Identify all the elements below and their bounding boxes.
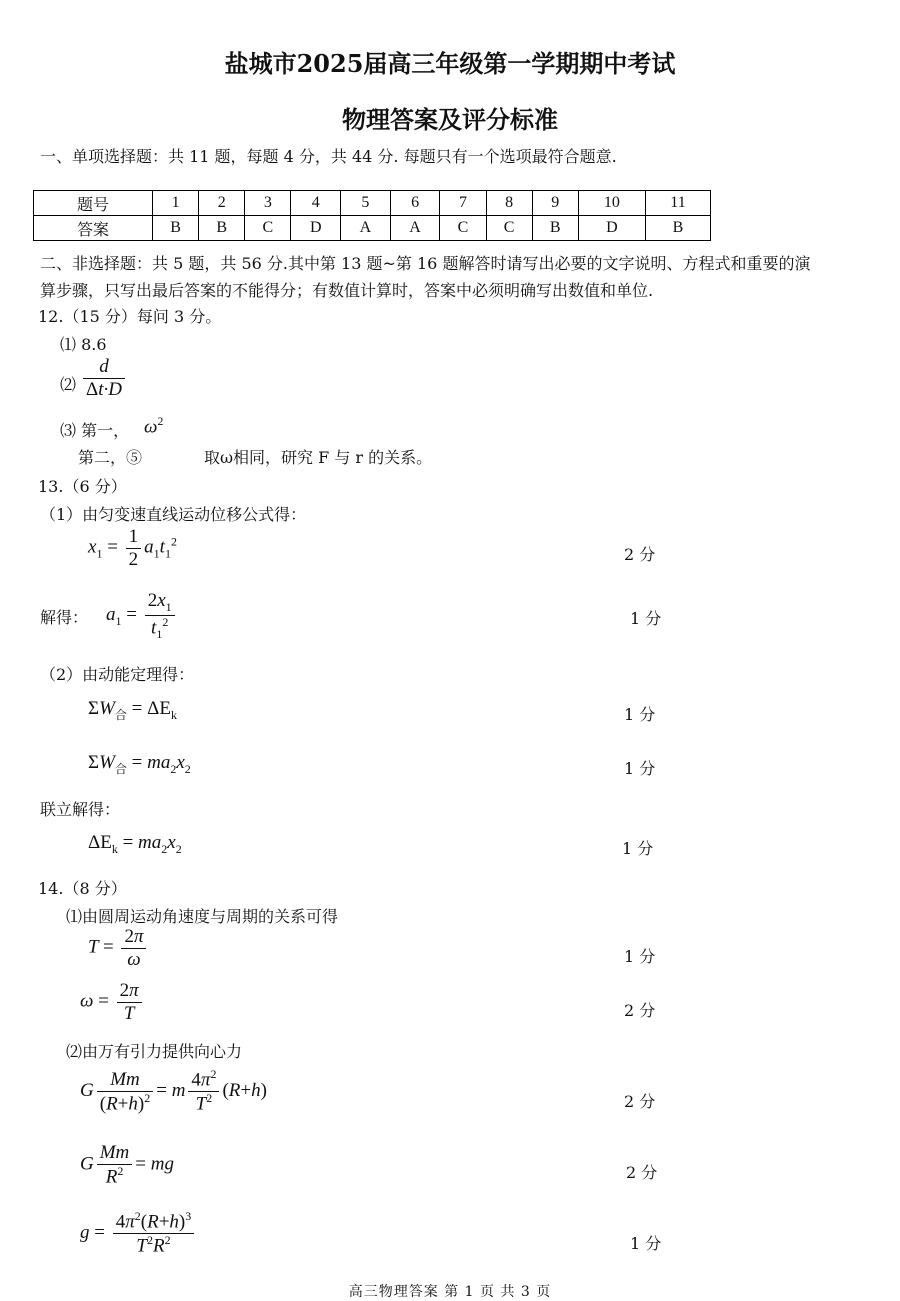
q14-formula-g-result: g = $\frac{4\pi^2(R+h)^3}{T^2R^2}$ <box>80 1210 197 1257</box>
question-number: 3 <box>245 191 291 216</box>
answer-table-answer-row <box>34 216 711 241</box>
q13-joint-label: 联立解得： <box>40 800 121 819</box>
q12-part-1: ⑴ 8.6 <box>60 335 107 354</box>
answer-cell: D <box>291 216 341 241</box>
answer-cell: C <box>486 216 532 241</box>
answer-table <box>33 190 711 241</box>
q14-part-1: ⑴由圆周运动角速度与周期的关系可得 <box>66 907 339 926</box>
q12-part-3-second-tail: 取ω相同，研究 F 与 r 的关系。 <box>204 448 433 467</box>
q13-part-1: （1）由匀变速直线运动位移公式得： <box>40 505 307 524</box>
q13-formula-work-energy: $\Sigma W_合 = \Delta E_k$ <box>88 698 177 722</box>
answer-cell: A <box>341 216 391 241</box>
q12-heading: 12.（15 分）每问 3 分。 <box>38 307 222 326</box>
answer-cell: B <box>153 216 199 241</box>
q14-formula-surface-gravity: G $\frac{Mm}{R^2}$ = mg <box>80 1142 174 1188</box>
question-number: 10 <box>578 191 645 216</box>
answer-cell: B <box>646 216 711 241</box>
question-number: 2 <box>199 191 245 216</box>
section-2-instructions-line-1: 二、非选择题：共 5 题，共 56 分.其中第 13 题~第 16 题解答时请写出必要的文字说明、方程式和重要的演 <box>40 254 811 273</box>
q13-part-2: （2）由动能定理得： <box>40 665 195 684</box>
page-footer: 高三物理答案 第 1 页 共 3 页 <box>348 1284 552 1300</box>
question-number: 4 <box>291 191 341 216</box>
q12-part-2-label: ⑵ <box>60 375 77 394</box>
answer-cell: C <box>440 216 486 241</box>
score-label: 2 分 <box>624 1092 656 1111</box>
score-label: 2 分 <box>624 1001 656 1020</box>
table-header-label: 题号 <box>34 191 153 216</box>
page-subtitle: 物理答案及评分标准 <box>342 105 558 134</box>
question-number: 1 <box>153 191 199 216</box>
q13-formula-acceleration: $a_1$ = $\frac{2x_1}{t_1^2}$ <box>106 590 178 642</box>
table-answer-label: 答案 <box>34 216 153 241</box>
q14-part-2: ⑵由万有引力提供向心力 <box>66 1042 243 1061</box>
answer-cell: B <box>532 216 578 241</box>
q13-formula-net-work: $\Sigma W_合 = ma_2x_2$ <box>88 752 191 776</box>
answer-table-number-row <box>34 191 711 216</box>
q13-solve-label: 解得： <box>40 608 89 627</box>
question-number: 5 <box>341 191 391 216</box>
question-number: 11 <box>646 191 711 216</box>
score-label: 1 分 <box>624 947 656 966</box>
answer-cell: B <box>199 216 245 241</box>
answer-cell: D <box>578 216 645 241</box>
q12-part-3-label: ⑶ 第一， <box>60 421 130 440</box>
score-label: 1 分 <box>624 759 656 778</box>
q12-part-3-formula: $\omega^2$ <box>144 414 164 438</box>
answer-cell: A <box>390 216 440 241</box>
question-number: 7 <box>440 191 486 216</box>
score-label: 1 分 <box>622 839 654 858</box>
q12-part-2-formula: $\frac{d}{\Delta t\cdot D}$ <box>80 356 128 401</box>
score-label: 2 分 <box>624 545 656 564</box>
q14-heading: 14.（8 分） <box>38 879 127 898</box>
q14-formula-angular-velocity: ω = $\frac{2\pi}{T}$ <box>80 980 145 1025</box>
q12-part-3-second: 第二，⑤ <box>78 448 143 467</box>
q14-formula-period: T = $\frac{2\pi}{\omega}$ <box>88 926 149 971</box>
q13-formula-displacement: $x_1$ = $\frac{1}{2}$ $a_1t_1^2$ <box>88 526 177 570</box>
score-label: 1 分 <box>630 609 662 628</box>
question-number: 6 <box>390 191 440 216</box>
page-title: 盐城市2025届高三年级第一学期期中考试 <box>224 49 676 78</box>
section-1-instructions: 一、单项选择题：共 11 题，每题 4 分，共 44 分. 每题只有一个选项最符合题意. <box>40 147 617 166</box>
answer-cell: C <box>245 216 291 241</box>
question-number: 8 <box>486 191 532 216</box>
section-2-instructions-line-2: 算步骤，只写出最后答案的不能得分；有数值计算时，答案中必须明确写出数值和单位. <box>40 281 654 300</box>
q13-heading: 13.（6 分） <box>38 477 127 496</box>
q14-formula-gravitation: G $\frac{Mm}{(R+h)^2}$ = m $\frac{4\pi^2}{T^2}$ (R+h) <box>80 1067 267 1115</box>
score-label: 1 分 <box>630 1234 662 1253</box>
q13-formula-result: $\Delta E_k = ma_2x_2$ <box>88 832 182 856</box>
score-label: 1 分 <box>624 705 656 724</box>
question-number: 9 <box>532 191 578 216</box>
score-label: 2 分 <box>626 1163 658 1182</box>
